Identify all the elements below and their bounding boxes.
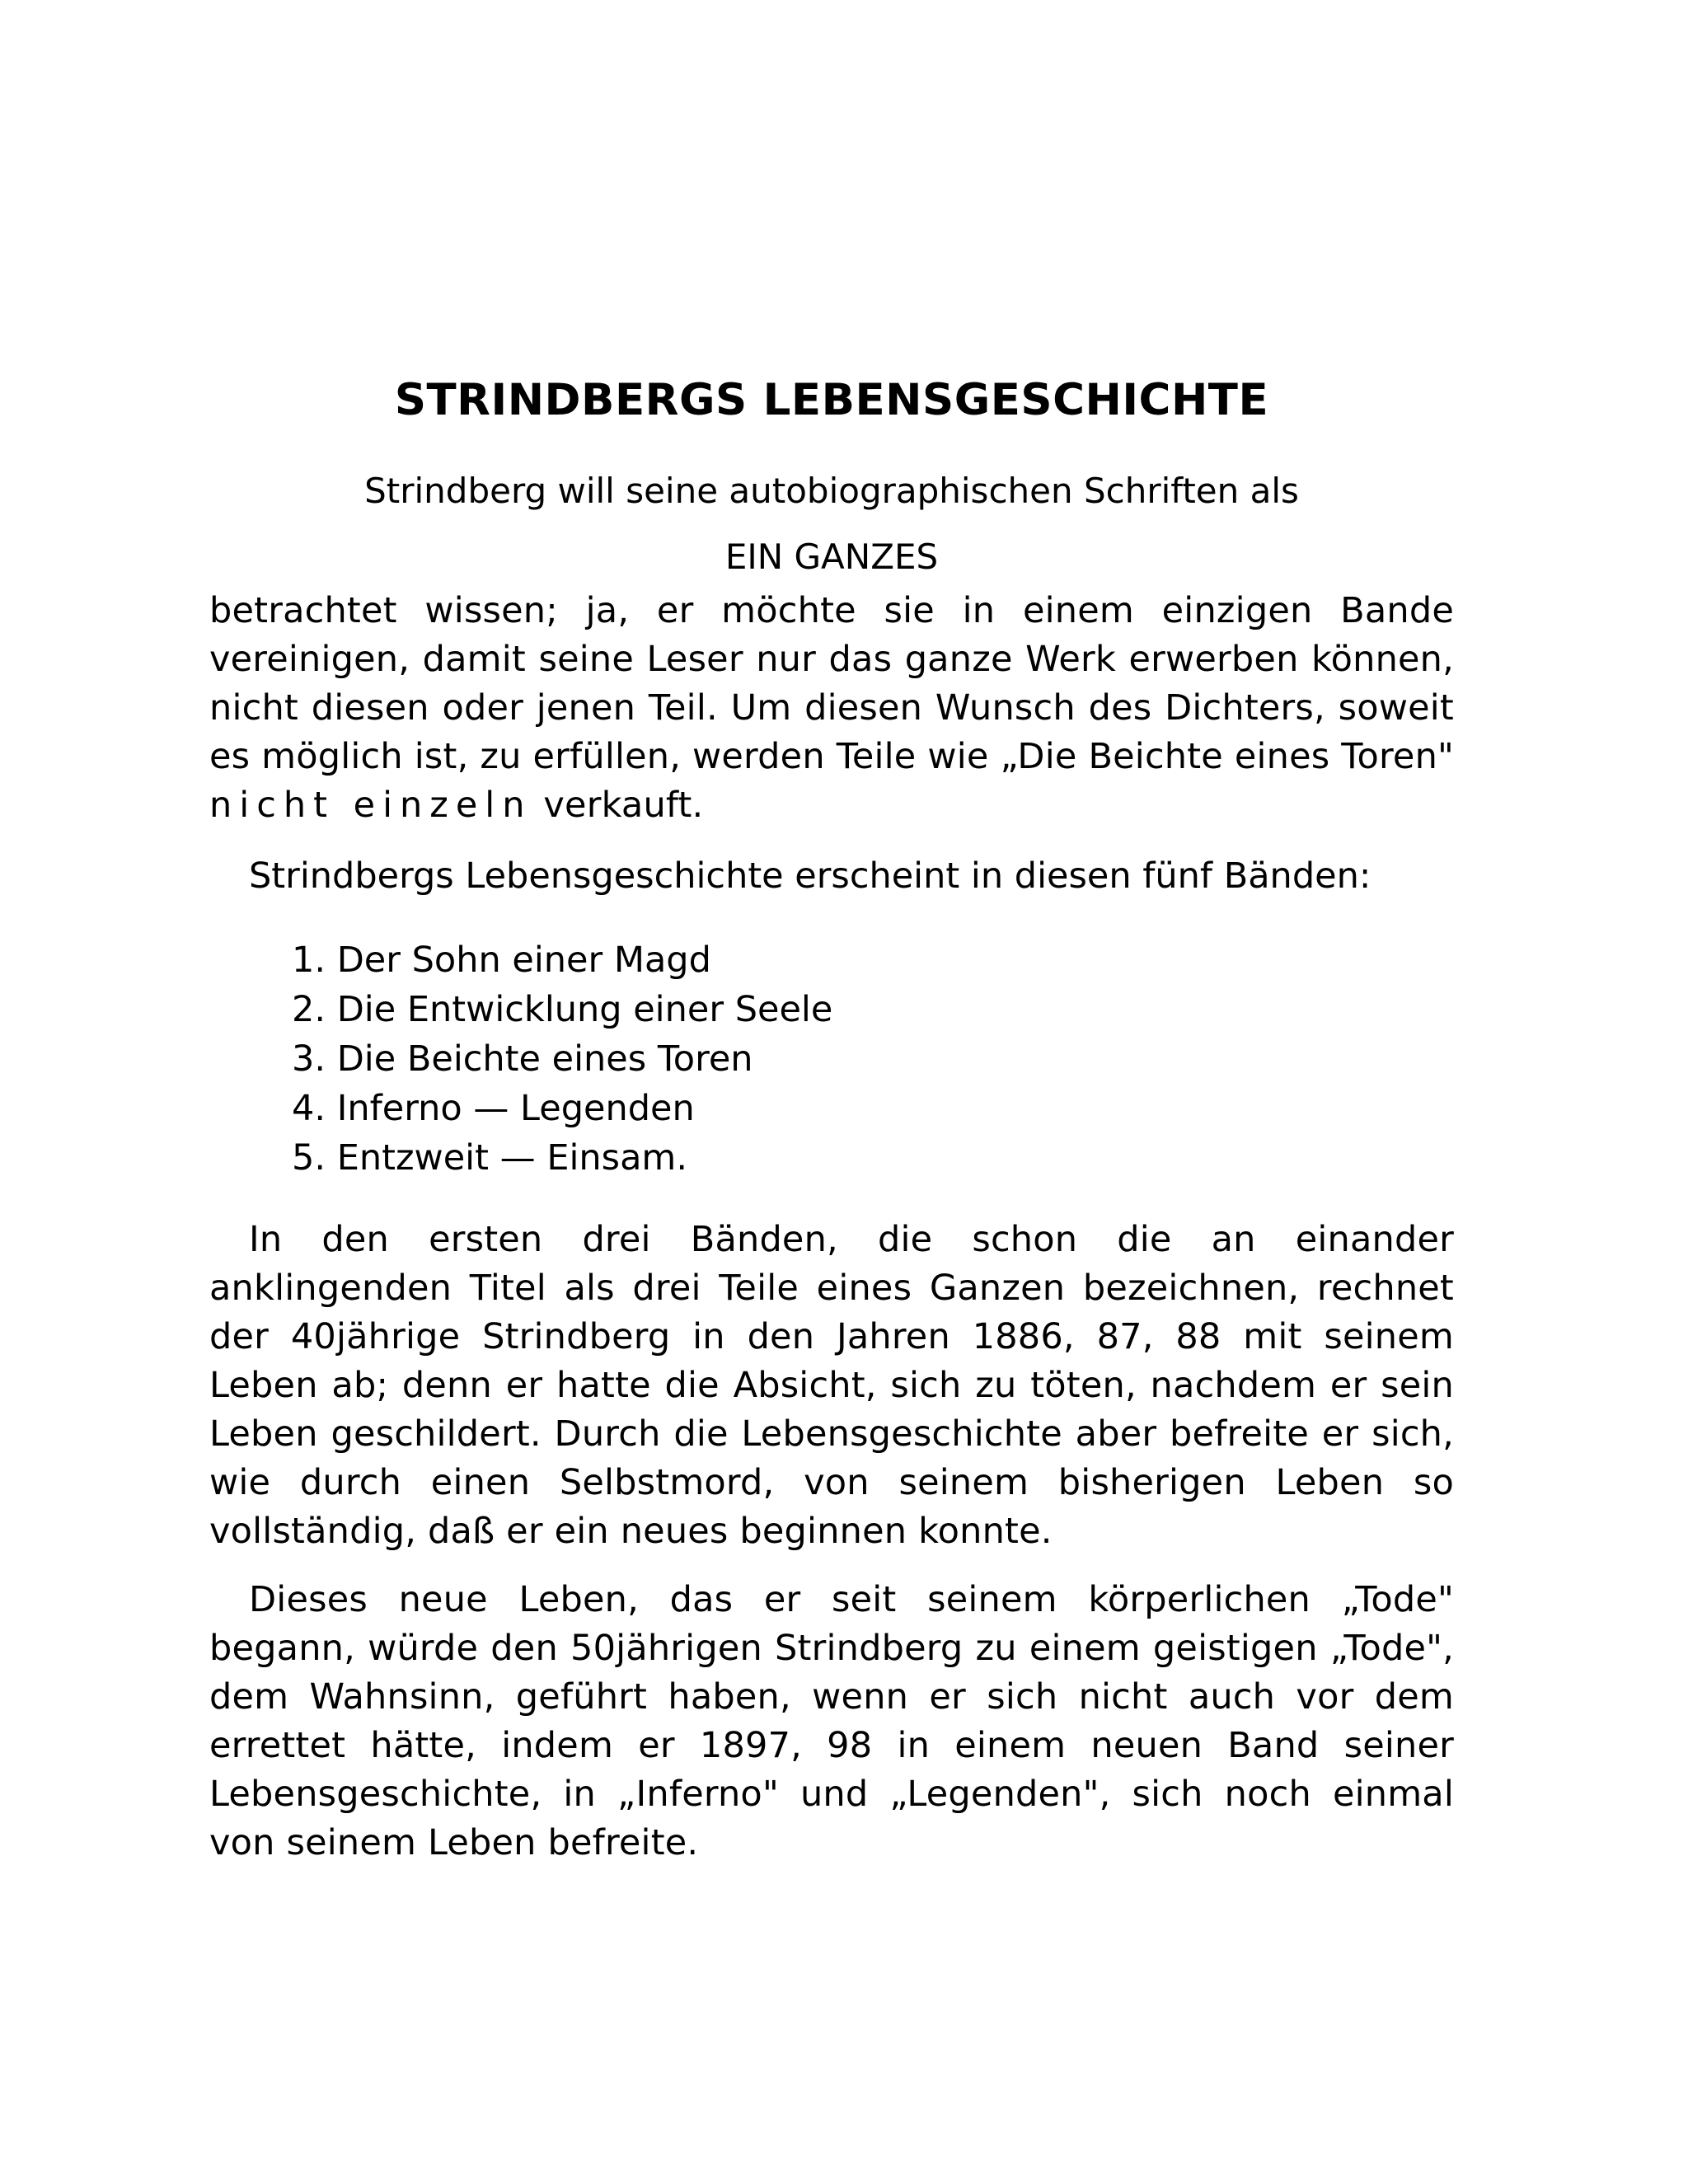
- paragraph-new-life: Dieses neue Leben, das er seit seinem körperlichen „Tode" begann, würde den 50jährigen Strindberg zu einem geistigen „Tode", dem Wahnsinn, geführt haben, wenn er sich nicht auch vor dem errettet hätte, indem er 1897, 98 in einem neuen Band seiner Lebensgeschichte, in „Inferno" und „Legenden", sich noch einmal von seinem Leben befreite.: [209, 1579, 1454, 1863]
- list-item: 2. Die Entwicklung einer Seele: [292, 989, 833, 1030]
- list-item: 1. Der Sohn einer Magd: [292, 940, 711, 981]
- subtitle-ein-ganzes: EIN GANZES: [724, 537, 939, 577]
- list-item: 4. Inferno — Legenden: [292, 1088, 695, 1129]
- emphasis-spaced: nicht einzeln: [209, 785, 532, 826]
- list-item: 5. Entzweit — Einsam.: [292, 1137, 687, 1179]
- paragraph-intro: [209, 587, 1454, 830]
- document-page: [209, 368, 1454, 1868]
- volume-list-intro: Strindbergs Lebensgeschichte erscheint in diesen fünf Bänden:: [249, 855, 1372, 897]
- subtitle: Strindberg will seine autobiographischen Schriften als: [364, 471, 1299, 511]
- list-item: 3. Die Beichte eines Toren: [292, 1038, 753, 1080]
- paragraph-intro-text: betrachtet wissen; ja, er möchte sie in einem einzigen Bande vereinigen, damit seine Leser nur das ganze Werk erwerben können, nicht diesen oder jenen Teil. Um diesen Wunsch des Dichters, soweit es möglich ist, zu erfüllen, werden Teile wie „Die Beichte eines Toren": [209, 590, 1454, 777]
- page-title: STRINDBERGS LEBENSGESCHICHTE: [394, 375, 1269, 425]
- paragraph-intro-end: verkauft.: [543, 785, 704, 826]
- volume-list: [292, 935, 1454, 1183]
- paragraph-first-volumes: In den ersten drei Bänden, die schon die an einander anklingenden Titel als drei Teile eines Ganzen bezeichnen, rechnet der 40jährige Strindberg in den Jahren 1886, 87, 88 mit seinem Leben ab; denn er hatte die Absicht, sich zu töten, nachdem er sein Leben geschildert. Durch die Lebensgeschichte aber befreite er sich, wie durch einen Selbstmord, von seinem bisherigen Leben so vollständig, daß er ein neues beginnen konnte.: [209, 1219, 1454, 1552]
